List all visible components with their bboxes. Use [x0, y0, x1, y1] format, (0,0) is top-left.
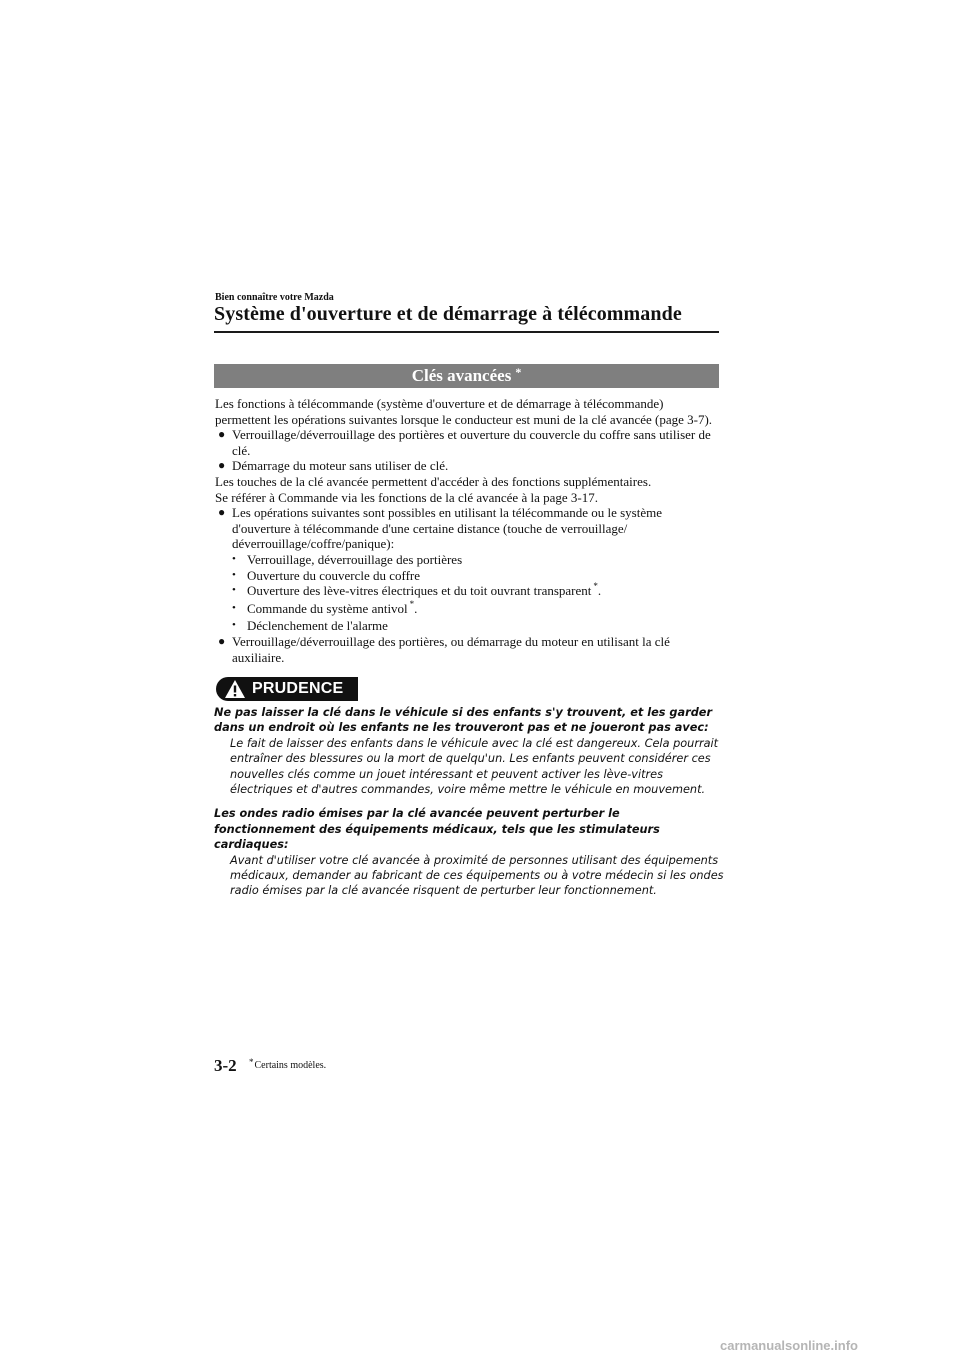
model-marker: *: [593, 581, 598, 592]
sub-list-item: [215, 568, 720, 584]
caution-text: [214, 705, 724, 908]
list-item-text: Les opérations suivantes sont possibles en utilisant la télécommande ou le système d'ouverture à télécommande d'une certaine distance (touche de verrouillage/ déverrouillage/coffre/panique):: [232, 505, 662, 552]
caution-heading: Les ondes radio émises par la clé avancée peuvent perturber le fonctionnement des équipements médicaux, tels que les stimulateurs cardiaques:: [214, 807, 660, 852]
caution-badge: [216, 677, 358, 701]
list-item-text: Verrouillage/déverrouillage des portières, ou démarrage du moteur en utilisant la clé auxiliaire.: [232, 633, 670, 665]
model-marker: *: [409, 598, 415, 609]
sub-list-item-text: Commande du système antivol: [247, 600, 408, 616]
sub-list-item-text: Verrouillage, déverrouillage des portières: [247, 551, 463, 567]
sub-list-item-text: Ouverture des lève-vitres électriques et du toit ouvrant transparent: [247, 583, 592, 599]
sub-bullet-icon: •: [232, 568, 236, 581]
footnote-text: Certains modèles.: [254, 1060, 327, 1071]
page-number: 3-2: [214, 1056, 237, 1075]
bullet-dot-icon: ●: [218, 458, 226, 473]
footnote: [249, 1057, 327, 1071]
watermark: carmanualsonline.info: [720, 1338, 858, 1353]
list-item: [215, 634, 720, 665]
caution-heading: Ne pas laisser la clé dans le véhicule si des enfants s'y trouvent, et les garder dans un endroit où les enfants ne les trouveront pas et ne joueront pas avec:: [214, 706, 713, 735]
banner-marker: *: [515, 364, 522, 379]
sub-bullet-icon: •: [232, 619, 236, 632]
list-item: [215, 427, 720, 458]
paragraph: Les touches de la clé avancée permettent d'accéder à des fonctions supplémentaires.: [215, 473, 652, 489]
caution-body: Avant d'utiliser votre clé avancée à proximité de personnes utilisant des équipements médicaux, demander au fabricant de ces équipements ou à votre médecin si les ondes radio émises par la clé avancée risquent de perturber leur fonctionnement.: [230, 853, 724, 898]
punctuation: .: [597, 583, 602, 599]
list-item-text: Verrouillage/déverrouillage des portières et ouverture du couvercle du coffre sans utiliser de clé.: [232, 427, 711, 458]
title-rule: [214, 331, 719, 333]
sub-list-item-text: Déclenchement de l'alarme: [247, 618, 388, 634]
banner-title: Clés avancées: [411, 366, 512, 385]
bullet-dot-icon: ●: [218, 427, 226, 442]
sub-list-item-text: Ouverture du couvercle du coffre: [247, 567, 421, 583]
sub-list-item: [215, 598, 720, 619]
list-item-text: Démarrage du moteur sans utiliser de clé.: [232, 458, 449, 474]
bullet-dot-icon: ●: [218, 633, 226, 648]
sub-list-item: [215, 552, 720, 568]
sub-bullet-icon: •: [232, 552, 236, 565]
chapter-title: Système d'ouverture et de démarrage à télécommande: [214, 303, 682, 325]
punctuation: .: [414, 600, 418, 616]
sub-bullet-icon: •: [232, 584, 236, 597]
section-label: Bien connaître votre Mazda: [215, 292, 334, 303]
section-banner: [214, 364, 719, 388]
footnote-marker: *: [249, 1057, 254, 1067]
caution-body: Le fait de laisser des enfants dans le véhicule avec la clé est dangereux. Cela pourrait entraîner des blessures ou la mort de quelqu'un. Les enfants peuvent considérer ces nouvelles clés comme un jouet intéressant et peuvent activer les lève-vitres électriques et d'autres commandes, voire même mettre le véhicule en mouvement.: [230, 736, 719, 797]
body-text: [215, 396, 720, 665]
paragraph: Se référer à Commande via les fonctions de la clé avancée à la page 3-17.: [215, 489, 598, 505]
warning-triangle-icon: [224, 679, 246, 699]
intro-paragraph: Les fonctions à télécommande (système d'ouverture et de démarrage à télécommande) permettent les opérations suivantes lorsque le conducteur est muni de la clé avancée (page 3-7).: [215, 396, 713, 427]
caution-label: PRUDENCE: [252, 680, 344, 697]
sub-bullet-icon: •: [232, 601, 236, 614]
list-item: [215, 458, 720, 474]
sub-list-item: [215, 618, 720, 634]
sub-list-item: [215, 583, 720, 601]
list-item: [215, 505, 720, 552]
bullet-dot-icon: ●: [218, 505, 226, 520]
